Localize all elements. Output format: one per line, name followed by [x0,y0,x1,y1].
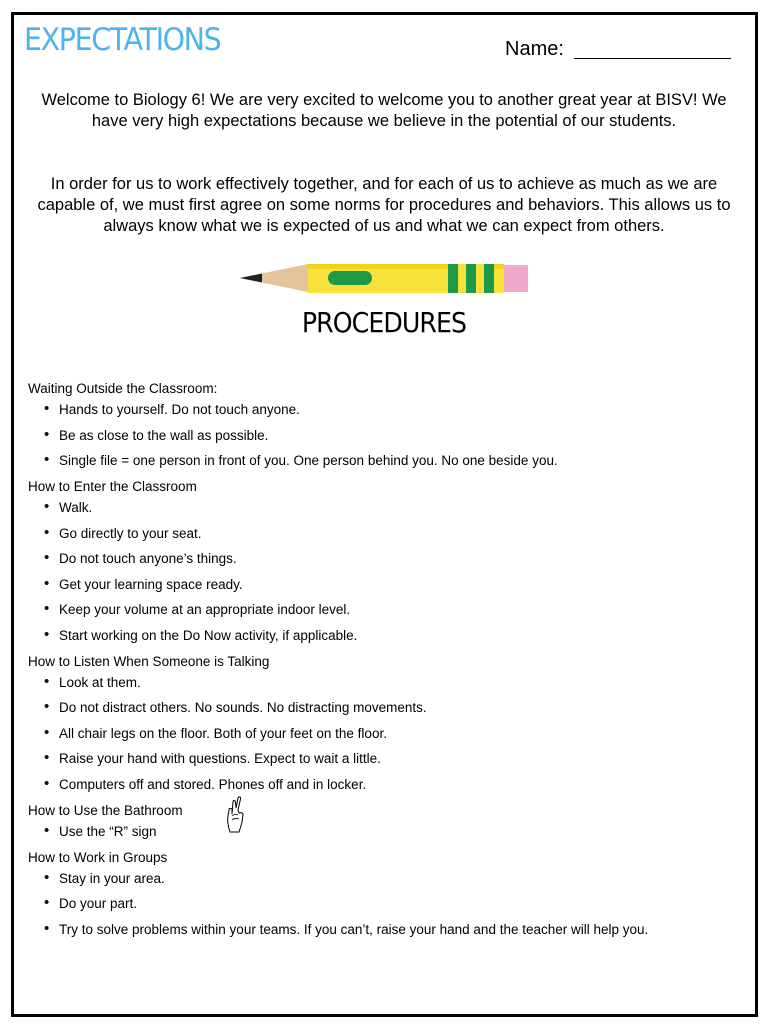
section-heading: How to Enter the Classroom [28,479,197,494]
list-item: • Hands to yourself. Do not touch anyone. [28,401,738,418]
list-item: • Do not touch anyone’s things. [28,550,738,567]
section-heading: How to Work in Groups [28,849,168,865]
list-item: • All chair legs on the floor. Both of your feet on the floor. [28,725,738,742]
name-blank-line [574,58,731,59]
procedures-list [28,380,738,947]
section-heading: How to Listen When Someone is Talking [28,653,270,669]
list-item: • Do your part. [28,895,738,912]
list-item: • Raise your hand with questions. Expect to wait a little. [28,750,738,767]
section-bathroom [28,802,738,840]
intro-paragraph-1: Welcome to Biology 6! We are very excited to welcome you to another great year at BISV! We have very high expectations because we believe in the potential of our students. [41,91,727,130]
list-item: • Start working on the Do Now activity, if applicable. [28,627,738,644]
name-label: Name: [505,38,564,60]
list-item: • Get your learning space ready. [28,576,738,593]
list-item: • Walk. [28,499,738,516]
list-item: • Try to solve problems within your teams. If you can’t, raise your hand and the teacher will help you. [28,921,738,938]
list-item: • Stay in your area. [28,870,738,887]
section-listen [28,653,738,793]
section-waiting-outside [28,380,738,469]
list-item: • Be as close to the wall as possible. [28,427,738,444]
list-item: • Single file = one person in front of you. One person behind you. No one beside you. [28,452,738,469]
section-heading: Waiting Outside the Classroom: [28,381,218,396]
intro-paragraph-2: In order for us to work effectively together, and for each of us to achieve as much as we are capable of, we must first agree on some norms for procedures and behaviors. This allows us to always know what we is expected of us and what we can expect from others. [37,175,731,235]
pencil-icon [240,262,530,296]
list-item: • Do not distract others. No sounds. No distracting movements. [28,699,738,716]
section-heading-text: How to Use the Bathroom [28,802,183,818]
list-item: • Keep your volume at an appropriate indoor level. [28,601,738,618]
list-item: • Use the “R” sign [28,823,738,840]
section-enter-classroom [28,478,738,644]
list-item: • Look at them. [28,674,738,691]
list-item: • Computers off and stored. Phones off and in locker. [28,776,738,793]
section-heading [28,802,738,819]
list-item: • Go directly to your seat. [28,525,738,542]
page-title: EXPECTATIONS [24,22,221,58]
procedures-heading: PROCEDURES [301,306,467,339]
section-groups [28,849,738,938]
